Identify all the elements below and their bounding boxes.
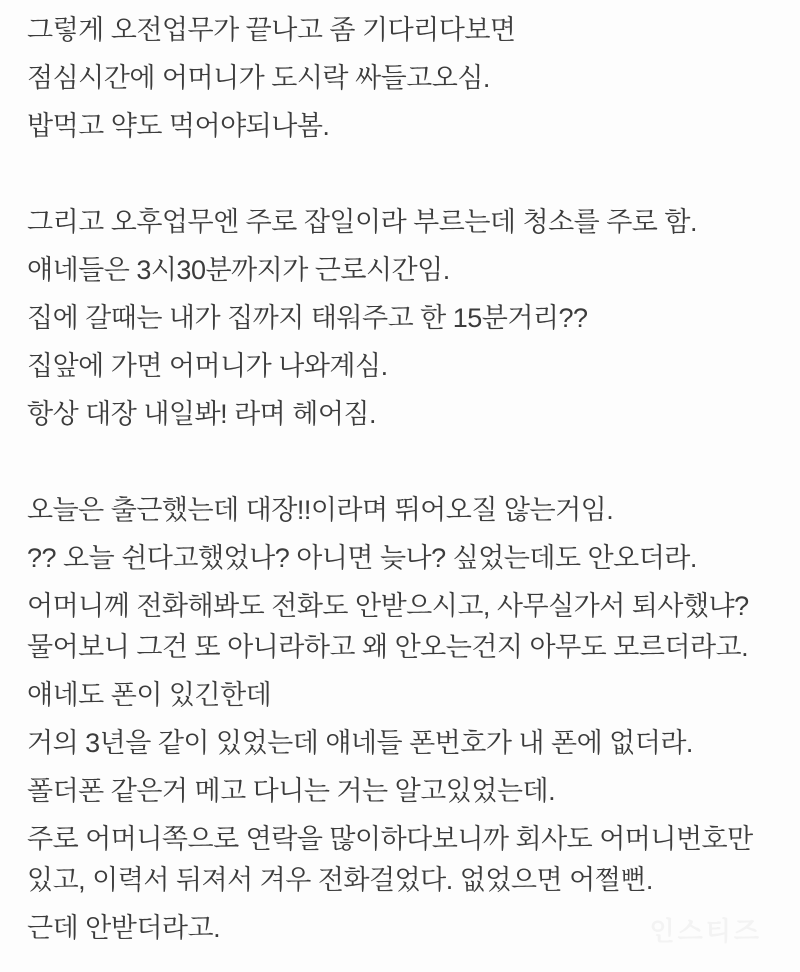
post-paragraph: 항상 대장 내일봐! 라며 헤어짐. <box>27 399 376 429</box>
post-paragraph: 얘네들은 3시30분까지가 근로시간임. <box>27 255 450 285</box>
post-paragraph: 근데 안받더라고. <box>27 913 221 943</box>
post-paragraph: 주로 어머니쪽으로 연락을 많이하다보니까 회사도 어머니번호만 있고, 이력서 뒤져서 겨우 전화걸었다. 없었으면 어쩔뻔. <box>27 824 753 895</box>
post-paragraph: 집앞에 가면 어머니가 나와계심. <box>27 351 388 381</box>
instiz-watermark: 인스티즈 <box>649 916 762 946</box>
post-paragraph <box>27 154 776 195</box>
post-paragraph: 점심시간에 어머니가 도시락 싸들고오심. <box>27 63 490 93</box>
post-paragraph: 폴더폰 같은거 메고 다니는 거는 알고있었는데. <box>27 776 556 806</box>
post-paragraph: ?? 오늘 쉰다고했었나? 아니면 늦나? 싶었는데도 안오더라. <box>27 543 697 573</box>
post-paragraph: 거의 3년을 같이 있었는데 얘네들 폰번호가 내 폰에 없더라. <box>27 728 693 758</box>
post-paragraph: 얘네도 폰이 있긴한데 <box>27 680 272 710</box>
post-paragraph: 밥먹고 약도 먹어야되나봄. <box>27 111 330 141</box>
post-paragraph <box>27 442 776 483</box>
post-paragraph: 어머니께 전화해봐도 전화도 안받으시고, 사무실가서 퇴사했냐? 물어보니 그건 또 아니라하고 왜 안오는건지 아무도 모르더라고. <box>27 591 749 662</box>
post-paragraph: 집에 갈때는 내가 집까지 태워주고 한 15분거리?? <box>27 303 588 333</box>
post-paragraph: 그리고 오후업무엔 주로 잡일이라 부르는데 청소를 주로 함. <box>27 207 697 237</box>
post-paragraph: 오늘은 출근했는데 대장!!이라며 뛰어오질 않는거임. <box>27 495 614 525</box>
post-paragraph: 그렇게 오전업무가 끝나고 좀 기다리다보면 <box>27 15 516 45</box>
